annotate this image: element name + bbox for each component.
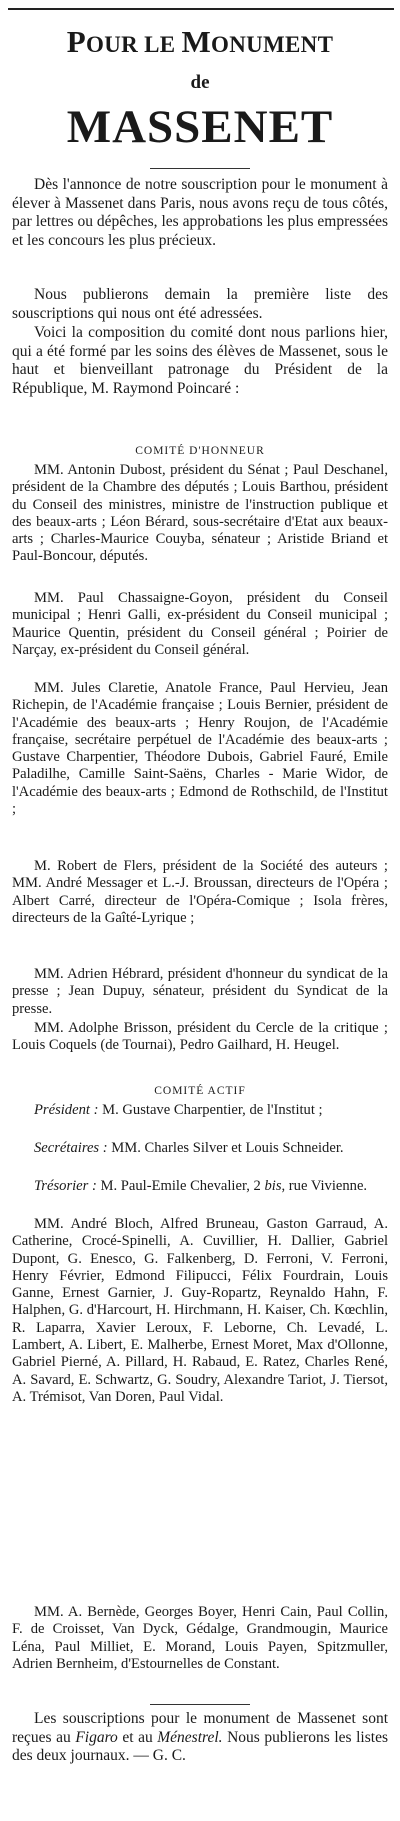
honneur-paragraph-3: MM. Jules Claretie, Anatole France, Paul Hervieu, Jean Richepin, de l'Académie française ; Louis Bernier, président de l'Académie des beaux-arts ; Henry Roujon, de l'Académie française, secrétaire perpétuel de l'Académie des beaux-arts ; Gustave Charpentier, Théodore Dubois, Gabriel Fauré, Emile Paladilhe, Camille Saint-Saëns, Charles - Marie Widor, de l'Académie des beaux-arts ; Edmond de Rothschild, de l'Institut ; bbox=[12, 680, 388, 818]
headline-line-2: de bbox=[190, 72, 210, 93]
honneur-paragraph-6: MM. Adolphe Brisson, président du Cercle de la critique ; Louis Coquels (de Tournai), Pedro Gailhard, H. Heugel. bbox=[12, 1020, 388, 1054]
intro-paragraph-3: Voici la composition du comité dont nous parlions hier, qui a été formé par les soins des élèves de Massenet, sous le haut et bienveillant patronage du Président de la République, M. Raymond Poincaré : bbox=[12, 324, 388, 397]
actif-secretaires: Secrétaires : MM. Charles Silver et Louis Schneider. bbox=[34, 1140, 344, 1156]
headline-separator bbox=[150, 168, 250, 169]
headline-line-1: POUR LE MONUMENT bbox=[66, 24, 334, 59]
honneur-paragraph-5: MM. Adrien Hébrard, président d'honneur du syndicat de la presse ; Jean Dupuy, sénateur, président du Syndicat de la presse. bbox=[12, 966, 388, 1017]
intro-paragraph-1: Dès l'annonce de notre souscription pour le monument à élever à Massenet dans Paris, nous avons reçu de tous côtés, par lettres ou dépêches, les approbations les plus empressées et les concours les plus précieux. bbox=[12, 176, 388, 249]
closing-paragraph: Les souscriptions pour le monument de Massenet sont reçues au Figaro et au Ménestrel. Nous publierons les listes des deux journaux. — G. C. bbox=[12, 1710, 388, 1765]
section-heading-actif: COMITÉ ACTIF bbox=[154, 1085, 246, 1097]
actif-president: Président : M. Gustave Charpentier, de l'Institut ; bbox=[34, 1102, 323, 1118]
intro-paragraph-2: Nous publierons demain la première liste des souscriptions qui nous ont été adressées. bbox=[12, 286, 388, 322]
section-heading-honneur: COMITÉ D'HONNEUR bbox=[135, 445, 265, 457]
honneur-paragraph-1: MM. Antonin Dubost, président du Sénat ; Paul Deschanel, président de la Chambre des députés ; Louis Barthou, président du Conseil des ministres, ministre de l'instruction publique et des beaux-arts ; Léon Bérard, sous-secrétaire d'Etat aux beaux-arts ; Charles-Maurice Couyba, sénateur ; Aristide Briand et Paul-Boncour, députés. bbox=[12, 462, 388, 565]
actif-members-list-1: MM. André Bloch, Alfred Bruneau, Gaston Garraud, A. Catherine, Crocé-Spinelli, A. Cuvillier, H. Dallier, Gabriel Dupont, G. Enesco, G. Falkenberg, D. Ferroni, V. Ferroni, Henry Février, Edmond Filipucci, Félix Fourdrain, Louis Ganne, Ernest Garnier, J. Guy-Ropartz, Reynaldo Hahn, F. Halphen, G. d'Harcourt, H. Hirchmann, H. Kaiser, Ch. Kœchlin, R. Laparra, Xavier Leroux, F. Leborne, Ch. Levadé, L. Lambert, A. Libert, E. Malherbe, Ernest Moret, Max d'Ollonne, Gabriel Pierné, A. Pillard, H. Rabaud, E. Ratez, Charles René, A. Savard, E. Schwartz, G. Soudry, Alexandre Tariot, J. Tiersot, A. Trémisot, Van Doren, Paul Vidal. bbox=[12, 1216, 388, 1405]
actif-tresorier: Trésorier : M. Paul-Emile Chevalier, 2 bis, rue Vivienne. bbox=[34, 1178, 368, 1194]
actif-members-list-2: MM. A. Bernède, Georges Boyer, Henri Cain, Paul Collin, F. de Croisset, Van Dyck, Gédalge, Grandmougin, Maurice Léna, Paul Milliet, E. Morand, Louis Payen, Spitzmuller, Adrien Bernheim, d'Estournelles de Constant. bbox=[12, 1604, 388, 1672]
closing-separator bbox=[150, 1704, 250, 1705]
headline-line-3: MASSENET bbox=[66, 101, 334, 153]
honneur-paragraph-2: MM. Paul Chassaigne-Goyon, président du Conseil municipal ; Henri Galli, ex-président du Conseil municipal ; Maurice Quentin, président du Conseil général ; Poirier de Narçay, ex-président du Conseil général. bbox=[12, 590, 388, 658]
honneur-paragraph-4: M. Robert de Flers, président de la Société des auteurs ; MM. André Messager et L.-J. Broussan, directeurs de l'Opéra ; Albert Carré, directeur de l'Opéra-Comique ; Isola frères, directeurs de la Gaîté-Lyrique ; bbox=[12, 858, 388, 926]
top-rule bbox=[8, 8, 394, 10]
